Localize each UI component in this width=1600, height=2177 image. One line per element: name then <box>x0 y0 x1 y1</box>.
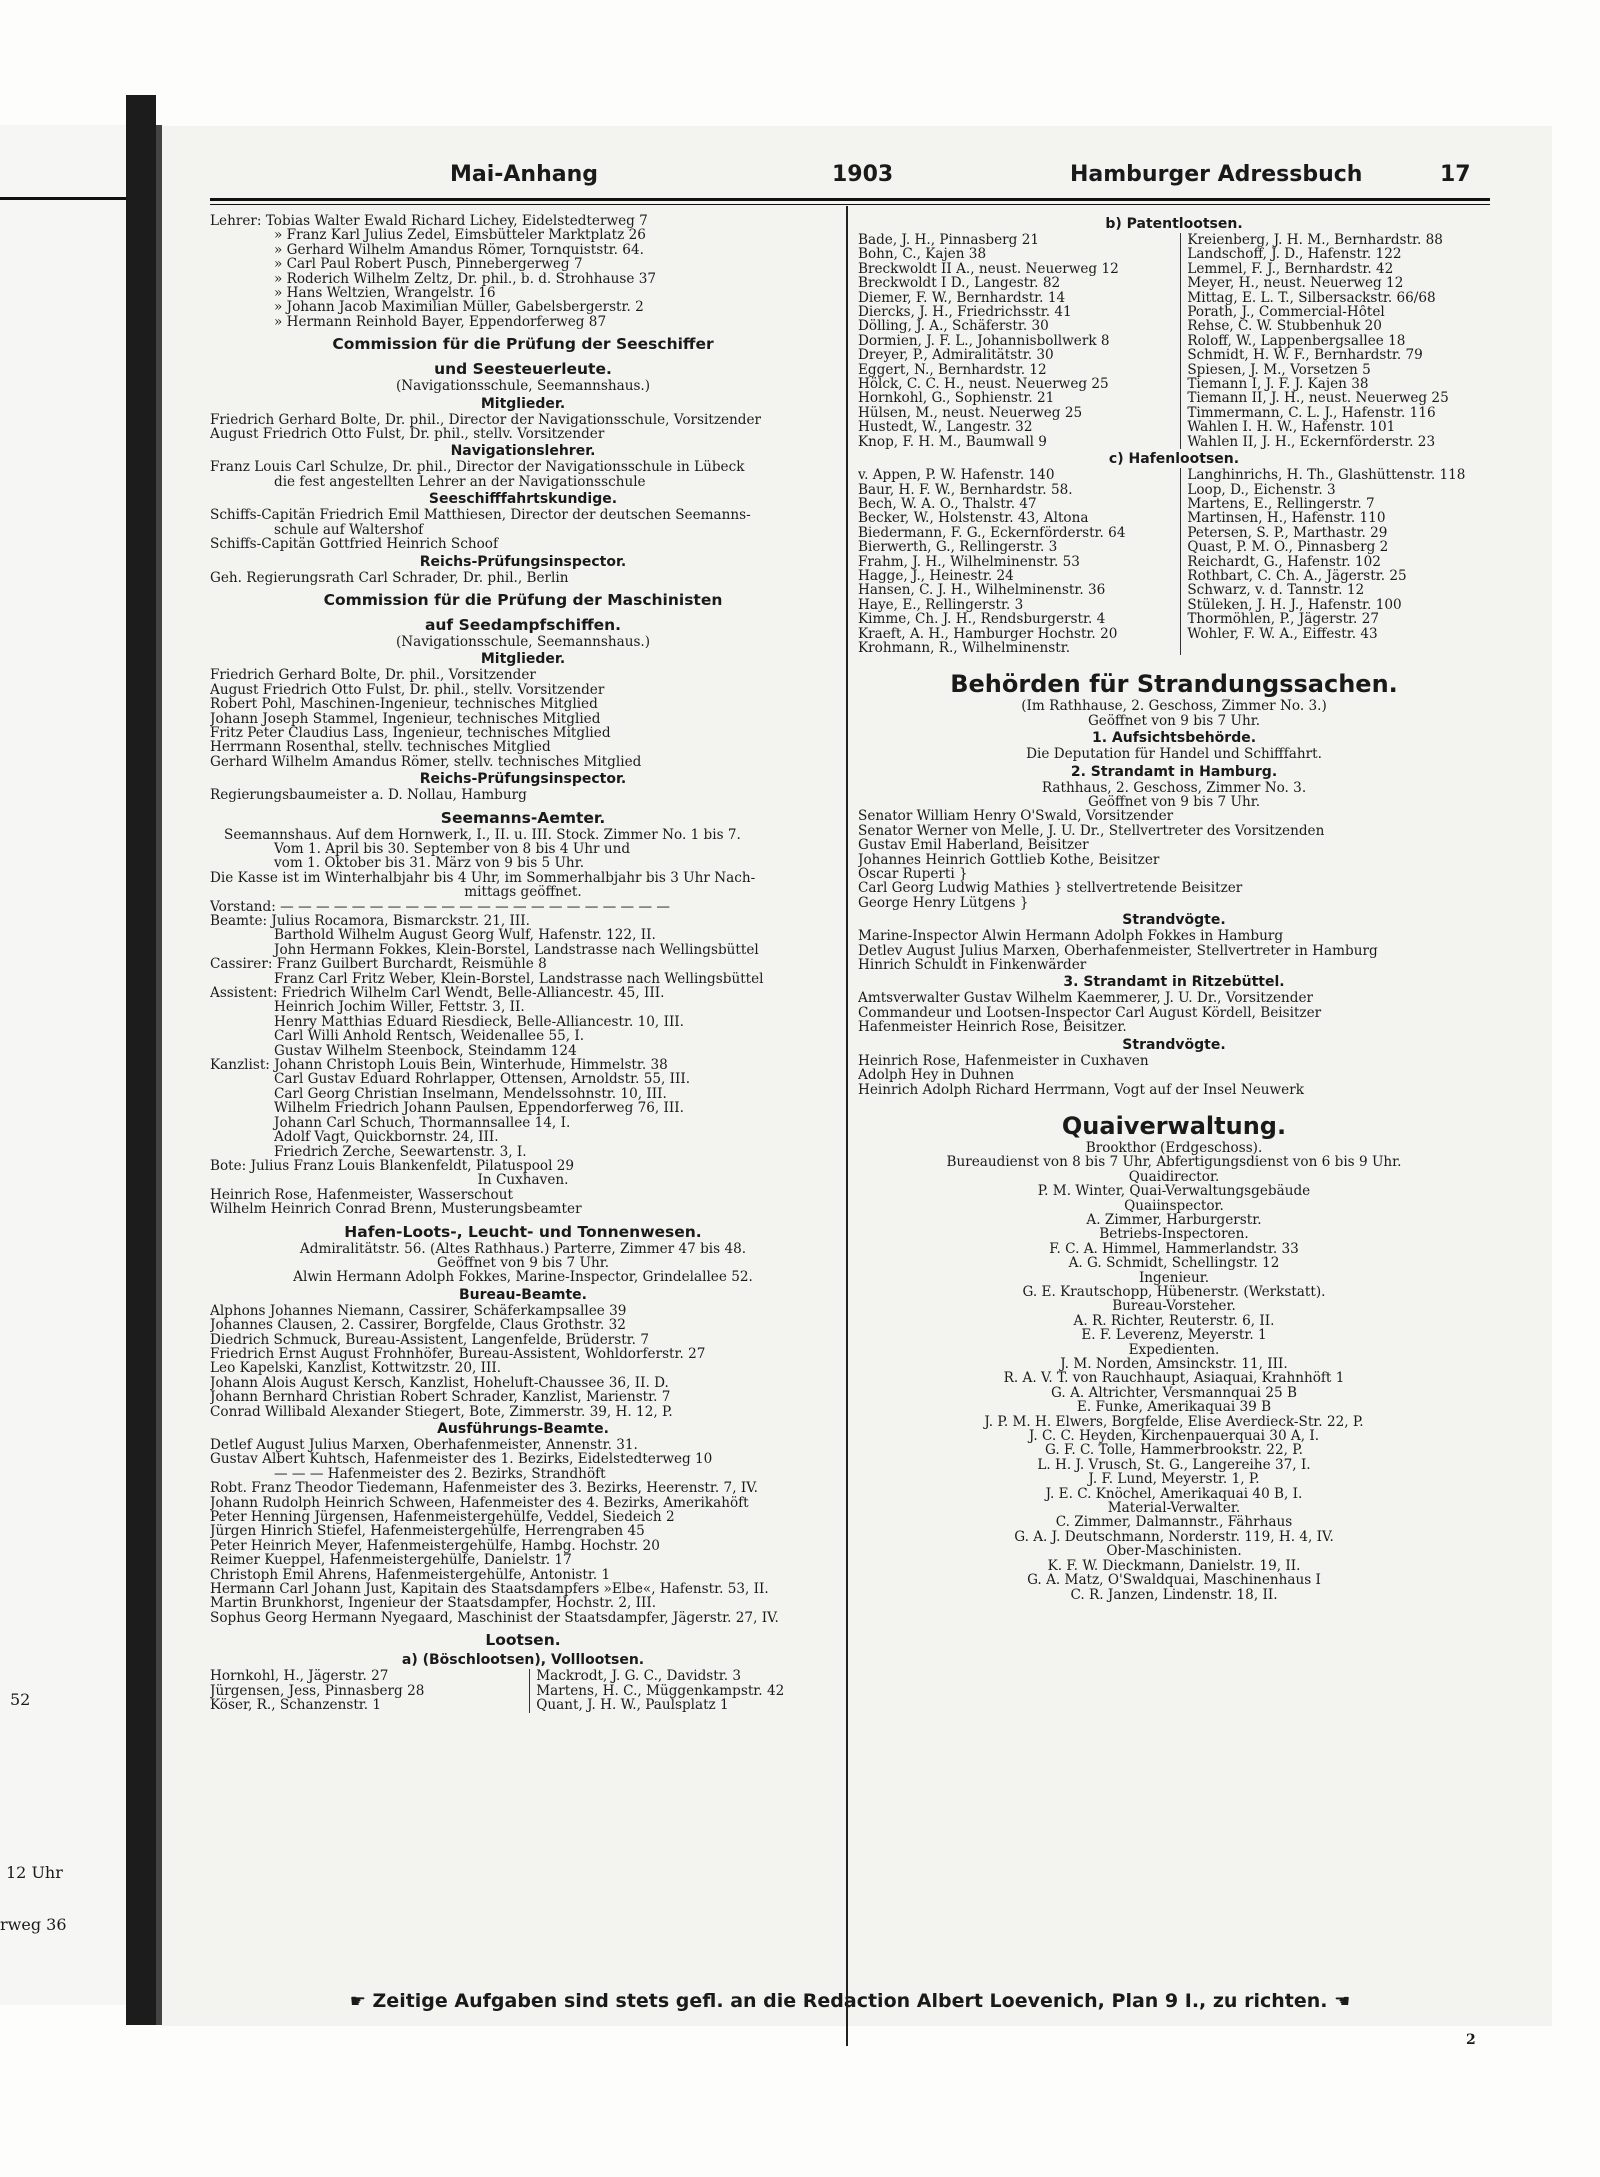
text-line: Betriebs-Inspectoren. <box>1099 1227 1249 1242</box>
text-line: Schiffs-Capitän Friedrich Emil Matthiesen, Director der deutschen Seemanns- <box>210 508 751 523</box>
list-item: Wohler, F. W. A., Eiffestr. 43 <box>1187 626 1378 641</box>
section-heading: Quaiverwaltung. <box>1061 1111 1287 1140</box>
text-line: Hafenmeister Heinrich Rose, Beisitzer. <box>858 1020 1127 1035</box>
list-item: Loop, D., Eichenstr. 3 <box>1187 482 1336 497</box>
list-item: Breckwoldt I D., Langestr. 82 <box>858 276 1061 291</box>
text-line: A. G. Schmidt, Schellingstr. 12 <box>1068 1256 1280 1271</box>
text-line: Johann Carl Schuch, Thormannsallee 14, I. <box>274 1115 571 1131</box>
text-line: » Roderich Wilhelm Zeltz, Dr. phil., b. d. Strohhause 37 <box>274 271 657 287</box>
list-item: Kraeft, A. H., Hamburger Hochstr. 20 <box>858 626 1118 641</box>
list-item: Thormöhlen, P., Jägerstr. 27 <box>1187 612 1379 627</box>
patentlootsen-left <box>858 233 1168 449</box>
list-item: Reichardt, G., Hafenstr. 102 <box>1187 554 1381 569</box>
header-page-number: 17 <box>1440 162 1471 187</box>
text-line: Franz Carl Fritz Weber, Klein-Borstel, Landstrasse nach Wellingsbüttel <box>274 971 764 987</box>
text-line: Bote: Julius Franz Louis Blankenfeldt, Pilatuspool 29 <box>210 1158 575 1174</box>
text-line: (Im Rathhause, 2. Geschoss, Zimmer No. 3.) <box>1021 699 1327 714</box>
edge-rule <box>0 197 128 200</box>
list-item: Porath, J., Commercial-Hôtel <box>1187 305 1385 320</box>
text-line: Henry Matthias Eduard Riesdieck, Belle-Alliancestr. 10, III. <box>274 1014 685 1030</box>
section-heading: 3. Strandamt in Ritzebüttel. <box>1063 974 1285 991</box>
text-line: Robert Pohl, Maschinen-Ingenieur, technisches Mitglied <box>210 697 598 712</box>
text-line: Gustav Wilhelm Steenbock, Steindamm 124 <box>274 1043 577 1059</box>
header-rule-thin <box>210 204 1490 205</box>
text-line: Peter Henning Jürgensen, Hafenmeistergehülfe, Veddel, Siedeich 2 <box>210 1510 675 1525</box>
list-item: Mackrodt, J. G. C., Davidstr. 3 <box>536 1669 742 1684</box>
text-line: Admiralitätstr. 56. (Altes Rathhaus.) Parterre, Zimmer 47 bis 48. <box>299 1241 747 1256</box>
text-line: Fritz Peter Claudius Lass, Ingenieur, technisches Mitglied <box>210 725 611 741</box>
text-line: » Johann Jacob Maximilian Müller, Gabelsbergerstr. 2 <box>274 300 644 315</box>
list-item: Köser, R., Schanzenstr. 1 <box>210 1698 382 1713</box>
text-line: Detlev August Julius Marxen, Oberhafenmeister, Stellvertreter in Hamburg <box>858 943 1378 959</box>
list-item: Lemmel, F. J., Bernhardstr. 42 <box>1187 261 1394 277</box>
section-heading: auf Seedampfschiffen. <box>424 615 622 634</box>
text-line: Expedienten. <box>1128 1342 1220 1357</box>
hafenlootsen-right <box>1180 468 1490 655</box>
list-item: Hansen, C. J. H., Wilhelminenstr. 36 <box>858 583 1106 598</box>
list-item: Rothbart, C. Ch. A., Jägerstr. 25 <box>1187 568 1407 584</box>
text-line: Diedrich Schmuck, Bureau-Assistent, Langenfelde, Brüderstr. 7 <box>210 1332 649 1347</box>
list-item: Quast, P. M. O., Pinnasberg 2 <box>1187 540 1389 555</box>
text-line: Johann Joseph Stammel, Ingenieur, technisches Mitglied <box>210 711 601 726</box>
text-line: Geöffnet von 9 bis 7 Uhr. <box>436 1255 610 1271</box>
hafenlootsen-left <box>858 468 1168 655</box>
section-heading: 1. Aufsichtsbehörde. <box>1091 730 1257 747</box>
text-line: In Cuxhaven. <box>477 1173 569 1188</box>
text-line: » Hermann Reinhold Bayer, Eppendorferweg 87 <box>274 314 607 330</box>
list-item: v. Appen, P. W. Hafenstr. 140 <box>858 468 1055 483</box>
text-line: Geöffnet von 9 bis 7 Uhr. <box>1087 795 1261 810</box>
text-line: Oscar Ruperti } <box>858 867 968 882</box>
text-line: Sophus Georg Hermann Nyegaard, Maschinist der Staatsdampfer, Jägerstr. 27, IV. <box>210 1610 779 1626</box>
list-item: Stüleken, J. H. J., Hafenstr. 100 <box>1187 597 1402 613</box>
text-line: schule auf Waltershof <box>274 522 424 538</box>
header-title: Hamburger Adressbuch <box>1070 162 1363 187</box>
right-column <box>858 214 1490 1602</box>
hafenlootsen-list <box>858 468 1490 655</box>
section-heading: Bureau-Beamte. <box>459 1286 587 1303</box>
text-line: Franz Louis Carl Schulze, Dr. phil., Director der Navigationsschule in Lübeck <box>210 460 745 475</box>
text-line: Lehrer: Tobias Walter Ewald Richard Lichey, Eidelstedterweg 7 <box>210 214 648 229</box>
section-heading: Commission für die Prüfung der Maschinisten <box>323 590 723 609</box>
list-item: Roloff, W., Lappenbergsallee 18 <box>1187 333 1406 349</box>
text-line: Geöffnet von 9 bis 7 Uhr. <box>1087 713 1261 729</box>
list-item: Spiesen, J. M., Vorsetzen 5 <box>1187 362 1371 378</box>
text-line: mittags geöffnet. <box>464 885 582 900</box>
text-line: » Franz Karl Julius Zedel, Eimsbütteler Marktplatz 26 <box>274 228 646 243</box>
text-line: Gustav Emil Haberland, Beisitzer <box>858 838 1089 853</box>
edge-fragment: 52 <box>10 1690 31 1709</box>
text-line: Vorstand: — — — — — — — — — — — — — — — — — — — — — — <box>210 899 670 914</box>
text-line: Amtsverwalter Gustav Wilhelm Kaemmerer, J. U. Dr., Vorsitzender <box>858 991 1314 1006</box>
text-line: Brookthor (Erdgeschoss). <box>1085 1140 1263 1156</box>
text-line: Friedrich Ernst August Frohnhöfer, Bureau-Assistent, Wohldorferstr. 27 <box>210 1346 706 1362</box>
text-line: L. H. J. Vrusch, St. G., Langereihe 37, I. <box>1037 1457 1311 1473</box>
section-heading: Ausführungs-Beamte. <box>437 1421 609 1437</box>
list-item: Becker, W., Holstenstr. 43, Altona <box>858 511 1089 526</box>
edge-fragment: rweg 36 <box>0 1915 67 1934</box>
list-item: Dölling, J. A., Schäferstr. 30 <box>858 319 1049 334</box>
text-line: Cassirer: Franz Guilbert Burchardt, Reismühle 8 <box>210 957 547 972</box>
list-item: Dreyer, P., Admiralitätstr. 30 <box>858 348 1054 363</box>
text-line: G. F. C. Tolle, Hammerbrookstr. 22, P. <box>1045 1443 1303 1458</box>
section-heading: Mitglieder. <box>480 651 566 668</box>
section-heading: Seeschifffahrtskundige. <box>428 491 618 508</box>
list-item: Hülsen, M., neust. Neuerweg 25 <box>858 405 1083 421</box>
text-line: Friedrich Gerhard Bolte, Dr. phil., Director der Navigationsschule, Vorsitzender <box>210 412 762 428</box>
book-spine <box>126 95 156 2025</box>
text-line: Commandeur und Lootsen-Inspector Carl August Kördell, Beisitzer <box>858 1005 1322 1021</box>
text-line: K. F. W. Dieckmann, Danielstr. 19, II. <box>1047 1558 1301 1574</box>
text-line: Kanzlist: Johann Christoph Louis Bein, Winterhude, Himmelstr. 38 <box>210 1058 668 1073</box>
list-item: Wahlen II, J. H., Eckernförderstr. 23 <box>1187 434 1436 450</box>
text-line: Hermann Carl Johann Just, Kapitain des Staatsdampfers »Elbe«, Hafenstr. 53, II. <box>210 1582 769 1597</box>
text-line: Friedrich Gerhard Bolte, Dr. phil., Vorsitzender <box>210 668 536 683</box>
text-line: E. F. Leverenz, Meyerstr. 1 <box>1081 1328 1267 1343</box>
section-heading: 2. Strandamt in Hamburg. <box>1070 763 1278 780</box>
text-line: Marine-Inspector Alwin Hermann Adolph Fokkes in Hamburg <box>858 929 1284 944</box>
list-item: Langhinrichs, H. Th., Glashüttenstr. 118 <box>1187 468 1466 483</box>
section-heading: Seemanns-Aemter. <box>440 808 606 827</box>
footer-text: Zeitige Aufgaben sind stets gefl. an die Redaction Albert Loevenich, Plan 9 I., zu richten. <box>372 1990 1328 2012</box>
text-line: — — — Hafenmeister des 2. Bezirks, Strandhöft <box>274 1466 606 1482</box>
text-line: Martin Brunkhorst, Ingenieur der Staatsdampfer, Hochstr. 2, III. <box>210 1596 657 1611</box>
list-item: Eggert, N., Bernhardstr. 12 <box>858 362 1047 378</box>
page-header <box>210 162 1490 202</box>
section-heading: Behörden für Strandungssachen. <box>950 670 1398 699</box>
text-line: J. E. C. Knöchel, Amerikaquai 40 B, I. <box>1045 1486 1303 1502</box>
text-line: Carl Georg Ludwig Mathies } stellvertretende Beisitzer <box>858 881 1243 896</box>
text-line: Regierungsbaumeister a. D. Nollau, Hamburg <box>210 788 527 803</box>
text-line: R. A. V. T. von Rauchhaupt, Asiaquai, Krahnhöft 1 <box>1003 1371 1345 1386</box>
list-item: Martens, H. C., Müggenkampstr. 42 <box>536 1683 785 1699</box>
section-heading: und Seesteuerleute. <box>434 360 612 379</box>
text-line: Bureau-Vorsteher. <box>1112 1299 1236 1314</box>
text-line: Johann Rudolph Heinrich Schween, Hafenmeister des 4. Bezirks, Amerikahöft <box>210 1495 749 1511</box>
text-line: Quaidirector. <box>1128 1169 1220 1185</box>
text-line: G. A. Altrichter, Versmannquai 25 B <box>1051 1385 1297 1401</box>
volllootsen-right <box>529 1669 836 1712</box>
list-item: Breckwoldt II A., neust. Neuerweg 12 <box>858 261 1119 277</box>
text-line: Heinrich Jochim Willer, Fettstr. 3, II. <box>274 1000 525 1015</box>
section-heading: a) (Böschlootsen), Volllootsen. <box>401 1652 645 1669</box>
text-line: G. A. Matz, O'Swaldquai, Maschinenhaus I <box>1027 1573 1321 1588</box>
section-heading: Reichs-Prüfungsinspector. <box>419 771 627 788</box>
text-line: Quaiinspector. <box>1124 1198 1224 1213</box>
list-item: Rehse, C. W. Stubbenhuk 20 <box>1187 319 1382 334</box>
text-line: G. E. Krautschopp, Hübenerstr. (Werkstatt). <box>1022 1284 1326 1300</box>
list-item: Tiemann I, J. F. J. Kajen 38 <box>1187 377 1369 392</box>
text-line: Geh. Regierungsrath Carl Schrader, Dr. phil., Berlin <box>210 570 569 585</box>
text-line: August Friedrich Otto Fulst, Dr. phil., stellv. Vorsitzender <box>210 427 605 442</box>
text-line: August Friedrich Otto Fulst, Dr. phil., stellv. Vorsitzender <box>210 682 605 698</box>
section-heading: Navigationslehrer. <box>450 443 596 460</box>
text-line: J. C. C. Heyden, Kirchenpauerquai 30 A, I. <box>1028 1429 1320 1444</box>
list-item: Kimme, Ch. J. H., Rendsburgerstr. 4 <box>858 612 1106 627</box>
text-line: (Navigationsschule, Seemannshaus.) <box>395 379 651 394</box>
text-line: Herrmann Rosenthal, stellv. technisches Mitglied <box>210 740 551 755</box>
list-item: Knop, F. H. M., Baumwall 9 <box>858 434 1047 450</box>
header-rule <box>210 198 1490 201</box>
signature-mark: 2 <box>1466 2032 1476 2048</box>
list-item: Krohmann, R., Wilhelminenstr. <box>858 640 1071 656</box>
text-line: Johannes Heinrich Gottlieb Kothe, Beisitzer <box>858 852 1160 868</box>
text-line: Seemannshaus. Auf dem Hornwerk, I., II. u. III. Stock. Zimmer No. 1 bis 7. <box>224 827 741 842</box>
edge-fragment: 12 Uhr <box>6 1863 63 1882</box>
text-line: Conrad Willibald Alexander Stiegert, Bote, Zimmerstr. 39, H. 12, P. <box>210 1404 673 1419</box>
list-item: Frahm, J. H., Wilhelminenstr. 53 <box>858 554 1080 569</box>
list-item: Hornkohl, H., Jägerstr. 27 <box>210 1669 389 1684</box>
header-section: Mai-Anhang <box>450 162 599 187</box>
column-divider <box>846 206 848 2046</box>
text-line: A. R. Richter, Reuterstr. 6, II. <box>1073 1313 1275 1329</box>
text-line: Jürgen Hinrich Stiefel, Hafenmeistergehülfe, Herrengraben 45 <box>210 1524 645 1539</box>
text-line: G. A. J. Deutschmann, Norderstr. 119, H. 4, IV. <box>1014 1529 1334 1545</box>
list-item: Landschoff, J. D., Hafenstr. 122 <box>1187 247 1402 262</box>
text-line: George Henry Lütgens } <box>858 895 1029 911</box>
list-item: Mittag, E. L. T., Silbersackstr. 66/68 <box>1187 290 1436 306</box>
list-item: Hölck, C. C. H., neust. Neuerweg 25 <box>858 377 1109 392</box>
text-line: Alphons Johannes Niemann, Cassirer, Schäferkampsallee 39 <box>210 1303 627 1319</box>
text-line: die fest angestellten Lehrer an der Navigationsschule <box>274 474 646 490</box>
section-heading: b) Patentlootsen. <box>1105 216 1243 232</box>
section-heading: Commission für die Prüfung der Seeschiffer <box>332 335 714 354</box>
text-line: Rathhaus, 2. Geschoss, Zimmer No. 3. <box>1041 780 1307 795</box>
list-item: Haye, E., Rellingerstr. 3 <box>858 597 1024 613</box>
section-heading: Mitglieder. <box>480 395 566 412</box>
patentlootsen-heading <box>858 216 1490 233</box>
text-line: Detlef August Julius Marxen, Oberhafenmeister, Annenstr. 31. <box>210 1438 638 1453</box>
list-item: Dormien, J. F. L., Johannisbollwerk 8 <box>858 333 1110 349</box>
text-line: Bureaudienst von 8 bis 7 Uhr, Abfertigungsdienst von 6 bis 9 Uhr. <box>946 1155 1402 1170</box>
text-line: Ingenieur. <box>1138 1270 1210 1285</box>
section-heading: Strandvögte. <box>1122 912 1226 929</box>
adjacent-page-edge <box>0 125 128 2005</box>
text-line: » Hans Weltzien, Wrangelstr. 16 <box>274 286 496 301</box>
text-line: J. P. M. H. Elwers, Borgfelde, Elise Averdieck-Str. 22, P. <box>984 1414 1364 1430</box>
text-line: Schiffs-Capitän Gottfried Heinrich Schoof <box>210 537 498 552</box>
list-item: Martinsen, H., Hafenstr. 110 <box>1187 511 1386 526</box>
hafenlootsen-heading: c) Hafenlootsen. <box>1108 451 1240 468</box>
text-line: Gustav Albert Kuhtsch, Hafenmeister des 1. Bezirks, Eidelstedterweg 10 <box>210 1452 713 1467</box>
pointing-hand-icon: ☚ <box>1334 1991 1351 2012</box>
text-line: C. R. Janzen, Lindenstr. 18, II. <box>1070 1587 1278 1602</box>
footer-notice <box>210 1990 1490 2012</box>
text-line: F. C. A. Himmel, Hammerlandstr. 33 <box>1049 1241 1299 1257</box>
text-line: E. Funke, Amerikaquai 39 B <box>1076 1400 1272 1415</box>
text-line: Die Deputation für Handel und Schifffahrt. <box>1026 747 1322 762</box>
text-line: John Hermann Fokkes, Klein-Borstel, Landstrasse nach Wellingsbüttel <box>274 942 759 958</box>
text-line: J. F. Lund, Meyerstr. 1, P. <box>1088 1472 1260 1487</box>
text-line: Alwin Hermann Adolph Fokkes, Marine-Inspector, Grindelallee 52. <box>293 1270 753 1285</box>
list-item: Bech, W. A. O., Thalstr. 47 <box>858 496 1037 512</box>
text-line: Friedrich Zerche, Seewartenstr. 3, I. <box>274 1144 527 1159</box>
list-item: Biedermann, F. G., Eckernförderstr. 64 <box>858 525 1126 541</box>
text-line: Heinrich Rose, Hafenmeister in Cuxhaven <box>858 1053 1149 1069</box>
text-line: Peter Heinrich Meyer, Hafenmeistergehülfe, Hambg. Hochstr. 20 <box>210 1538 660 1554</box>
text-line: Carl Gustav Eduard Rohrlapper, Ottensen, Arnoldstr. 55, III. <box>274 1072 691 1087</box>
text-line: Johann Alois August Kersch, Kanzlist, Hoheluft-Chaussee 36, II. D. <box>210 1375 669 1391</box>
text-line: » Carl Paul Robert Pusch, Pinnebergerweg 7 <box>274 257 583 272</box>
volllootsen-list <box>210 1669 836 1712</box>
list-item: Petersen, S. P., Marthastr. 29 <box>1187 525 1388 541</box>
text-line: Gerhard Wilhelm Amandus Römer, stellv. technisches Mitglied <box>210 754 642 770</box>
text-line: Reimer Kueppel, Hafenmeistergehülfe, Danielstr. 17 <box>210 1553 572 1568</box>
text-line: Adolf Vagt, Quickbornstr. 24, III. <box>274 1130 499 1145</box>
text-line: C. Zimmer, Dalmannstr., Fährhaus <box>1055 1515 1293 1530</box>
text-line: Heinrich Rose, Hafenmeister, Wasserschout <box>210 1187 513 1203</box>
section-heading: Strandvögte. <box>1122 1036 1226 1053</box>
text-line: Vom 1. April bis 30. September von 8 bis 4 Uhr und <box>274 841 631 857</box>
list-item: Bohn, C., Kajen 38 <box>858 247 987 262</box>
list-item: Quant, J. H. W., Paulsplatz 1 <box>536 1698 729 1713</box>
section-heading: Reichs-Prüfungsinspector. <box>419 553 627 570</box>
text-line: Johannes Clausen, 2. Cassirer, Borgfelde, Claus Grothstr. 32 <box>210 1318 626 1333</box>
list-item: Baur, H. F. W., Bernhardstr. 58. <box>858 482 1073 497</box>
text-line: Die Kasse ist im Winterhalbjahr bis 4 Uhr, im Sommerhalbjahr bis 3 Uhr Nach- <box>210 870 756 886</box>
list-item: Martens, E., Rellingerstr. 7 <box>1187 496 1375 512</box>
list-item: Bierwerth, G., Rellingerstr. 3 <box>858 540 1058 555</box>
text-line: Beamte: Julius Rocamora, Bismarckstr. 21, III. <box>210 914 530 929</box>
patentlootsen-right <box>1180 233 1490 449</box>
text-line: Johann Bernhard Christian Robert Schrader, Kanzlist, Marienstr. 7 <box>210 1390 671 1405</box>
list-item: Meyer, H., neust. Neuerweg 12 <box>1187 276 1404 291</box>
list-item: Timmermann, C. L. J., Hafenstr. 116 <box>1187 405 1436 421</box>
text-line: Adolph Hey in Duhnen <box>858 1068 1015 1083</box>
text-line: Senator William Henry O'Swald, Vorsitzender <box>858 809 1174 824</box>
text-line: Heinrich Adolph Richard Herrmann, Vogt auf der Insel Neuwerk <box>858 1082 1304 1097</box>
text-line: vom 1. Oktober bis 31. März von 9 bis 5 Uhr. <box>274 856 585 871</box>
left-column <box>210 214 836 1713</box>
text-line: Robt. Franz Theodor Tiedemann, Hafenmeister des 3. Bezirks, Heerenstr. 7, IV. <box>210 1481 758 1496</box>
text-line: P. M. Winter, Quai-Verwaltungsgebäude <box>1037 1184 1311 1199</box>
text-line: Barthold Wilhelm August Georg Wulf, Hafenstr. 122, II. <box>274 928 656 943</box>
list-item: Hornkohl, G., Sophienstr. 21 <box>858 391 1055 406</box>
text-line: Christoph Emil Ahrens, Hafenmeistergehülfe, Antonistr. 1 <box>210 1567 611 1583</box>
list-item: Schwarz, v. d. Tannstr. 12 <box>1187 583 1365 598</box>
text-line: Carl Willi Anhold Rentsch, Weidenallee 55, I. <box>274 1029 585 1044</box>
list-item: Kreienberg, J. H. M., Bernhardstr. 88 <box>1187 233 1443 248</box>
text-line: Carl Georg Christian Inselmann, Mendelssohnstr. 10, III. <box>274 1086 667 1102</box>
text-line: Leo Kapelski, Kanzlist, Kottwitzstr. 20, III. <box>210 1361 502 1376</box>
list-item: Schmidt, H. W. F., Bernhardstr. 79 <box>1187 348 1423 363</box>
text-line: Wilhelm Friedrich Johann Paulsen, Eppendorferweg 76, III. <box>274 1101 684 1116</box>
list-item: Wahlen I. H. W., Hafenstr. 101 <box>1187 420 1396 435</box>
list-item: Hustedt, W., Langestr. 32 <box>858 420 1033 435</box>
list-item: Diercks, J. H., Friedrichsstr. 41 <box>858 305 1072 320</box>
text-line: Ober-Maschinisten. <box>1106 1544 1242 1559</box>
list-item: Diemer, F. W., Bernhardstr. 14 <box>858 290 1066 306</box>
text-line: A. Zimmer, Harburgerstr. <box>1086 1212 1262 1228</box>
patentlootsen-list <box>858 233 1490 449</box>
section-heading: Hafen-Loots-, Leucht- und Tonnenwesen. <box>344 1222 702 1241</box>
text-line: Assistent: Friedrich Wilhelm Carl Wendt, Belle-Alliancestr. 45, III. <box>210 986 665 1001</box>
list-item: Bade, J. H., Pinnasberg 21 <box>858 233 1039 248</box>
list-item: Jürgensen, Jess, Pinnasberg 28 <box>210 1683 425 1699</box>
text-line: J. M. Norden, Amsinckstr. 11, III. <box>1060 1357 1288 1372</box>
text-line: Senator Werner von Melle, J. U. Dr., Stellvertreter des Vorsitzenden <box>858 823 1325 839</box>
text-line: Hinrich Schuldt in Finkenwärder <box>858 958 1087 973</box>
section-heading: Lootsen. <box>485 1631 561 1650</box>
volllootsen-left <box>210 1669 517 1712</box>
text-line: » Gerhard Wilhelm Amandus Römer, Tornquiststr. 64. <box>274 242 644 258</box>
text-line: (Navigationsschule, Seemannshaus.) <box>395 634 651 650</box>
list-item: Tiemann II, J. H., neust. Neuerweg 25 <box>1187 391 1449 406</box>
text-line: Material-Verwalter. <box>1107 1501 1241 1516</box>
right-column-body <box>858 669 1490 1602</box>
list-item: Hagge, J., Heinestr. 24 <box>858 568 1014 584</box>
pointing-hand-icon: ☛ <box>349 1991 366 2012</box>
text-line: Wilhelm Heinrich Conrad Brenn, Musterungsbeamter <box>210 1202 582 1217</box>
header-year: 1903 <box>832 162 894 187</box>
